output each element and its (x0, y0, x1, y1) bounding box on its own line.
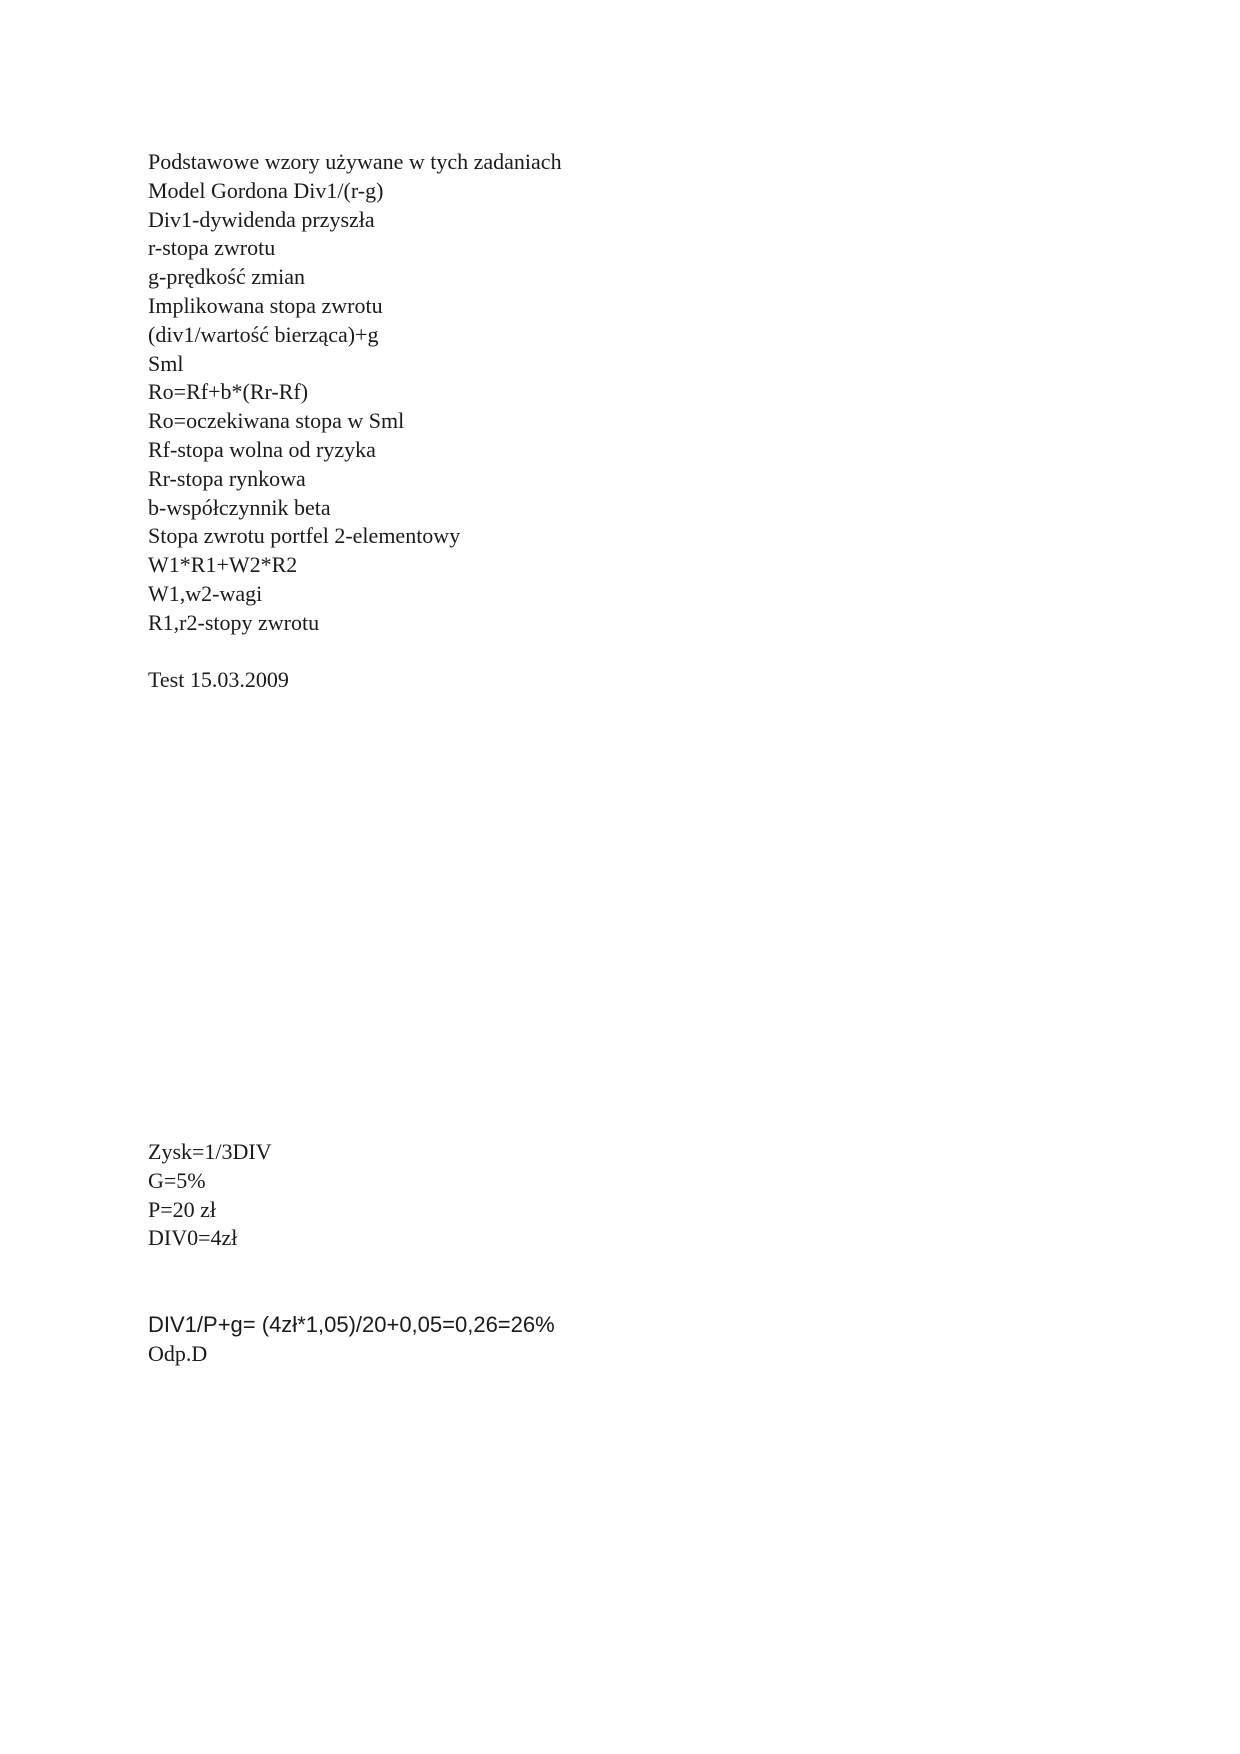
formula-line: b-współczynnik beta (148, 494, 331, 520)
formula-line: Sml (148, 350, 184, 376)
given-line: DIV0=4zł (148, 1225, 238, 1251)
solution-equation: DIV1/P+g= (4zł*1,05)/20+0,05=0,26=26% (148, 1312, 555, 1337)
formula-line: Div1-dywidenda przyszła (148, 206, 375, 232)
formula-line: Stopa zwrotu portfel 2-elementowy (148, 523, 461, 549)
solution-section (148, 1311, 555, 1369)
solution-answer: Odp.D (148, 1340, 208, 1366)
formulas-section (148, 148, 1048, 638)
givens-section (148, 1138, 272, 1253)
test-header: Test 15.03.2009 (148, 667, 289, 692)
formula-line: g-prędkość zmian (148, 264, 305, 290)
formula-line: Implikowana stopa zwrotu (148, 292, 383, 318)
formula-line: W1*R1+W2*R2 (148, 552, 298, 578)
formula-line: Ro=oczekiwana stopa w Sml (148, 408, 405, 434)
given-line: P=20 zł (148, 1196, 217, 1222)
formula-line: Rf-stopa wolna od ryzyka (148, 436, 376, 462)
formula-line: R1,r2-stopy zwrotu (148, 609, 320, 635)
formula-line: Ro=Rf+b*(Rr-Rf) (148, 379, 309, 405)
given-line: Zysk=1/3DIV (148, 1139, 272, 1164)
formula-line: W1,w2-wagi (148, 580, 263, 606)
formula-line: (div1/wartość bierząca)+g (148, 321, 379, 347)
formula-line: r-stopa zwrotu (148, 235, 276, 261)
formula-line: Model Gordona Div1/(r-g) (148, 177, 384, 203)
formula-line: Rr-stopa rynkowa (148, 465, 306, 491)
given-line: G=5% (148, 1167, 206, 1193)
formula-title: Podstawowe wzory używane w tych zadaniach (148, 149, 562, 174)
